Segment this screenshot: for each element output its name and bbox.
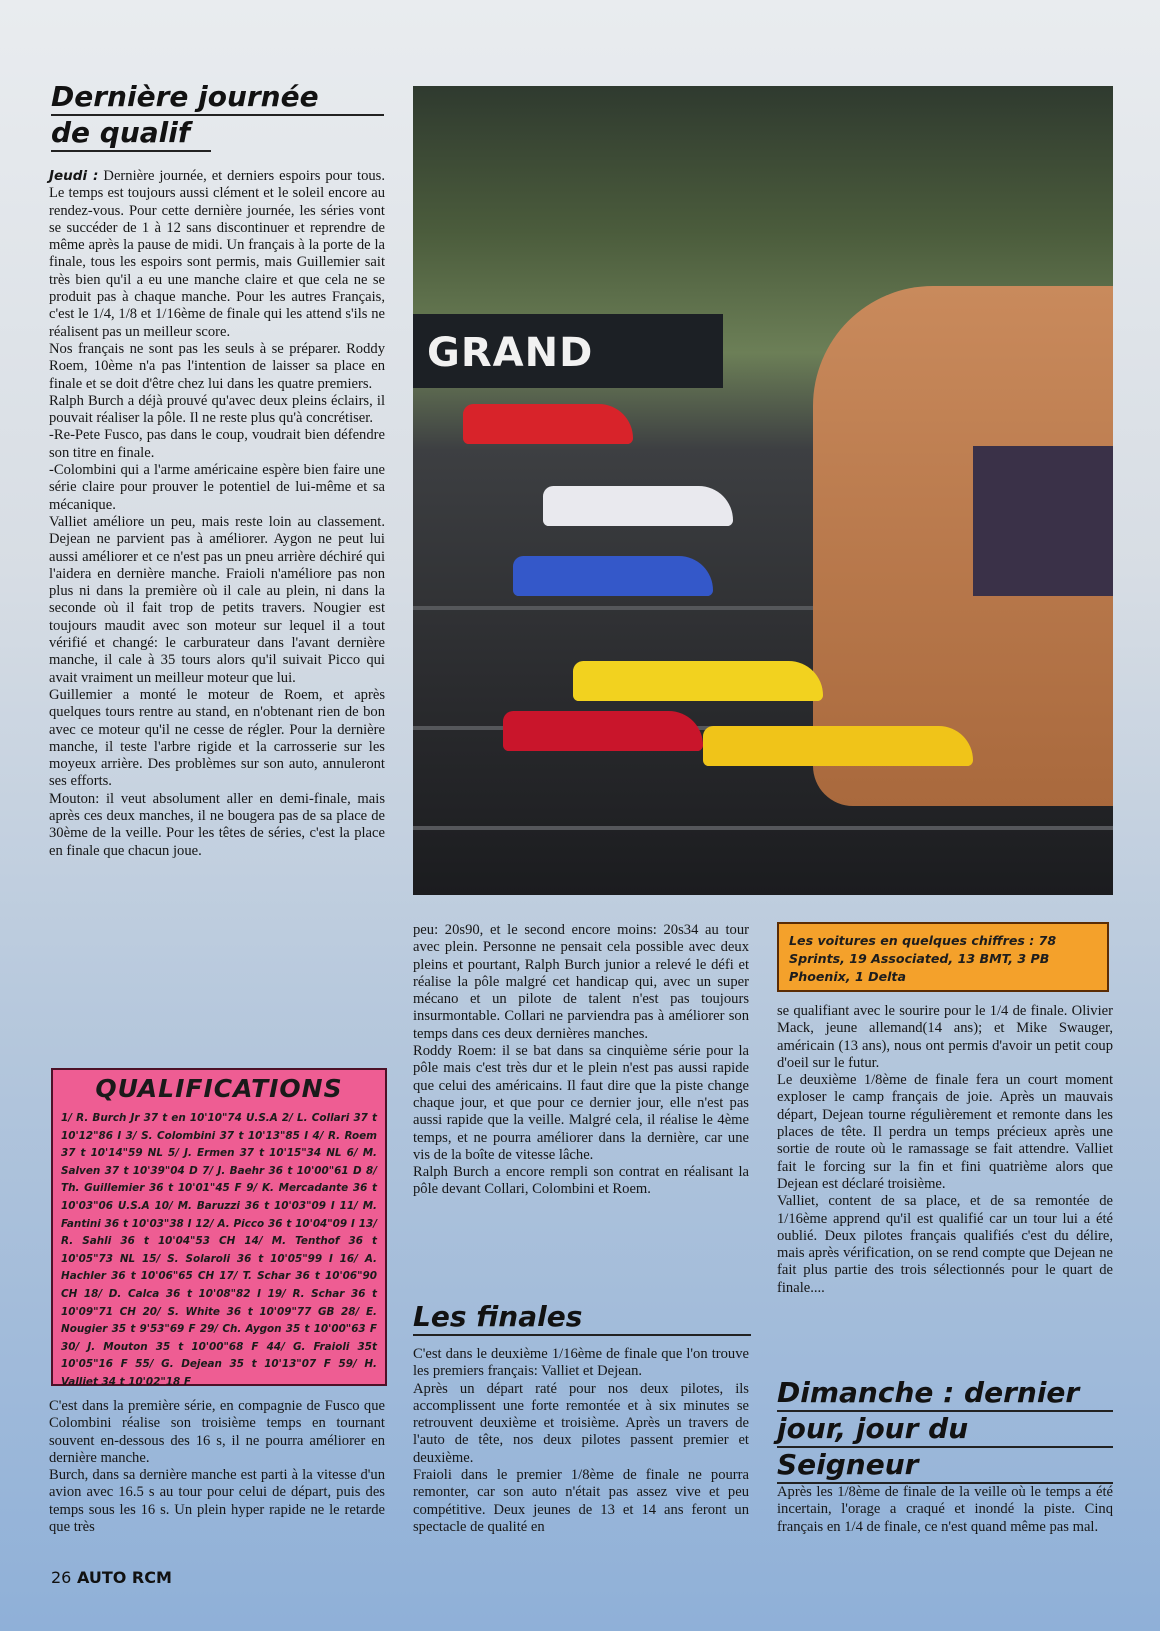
paragraph: Après les 1/8ème de finale de la veille où le temps a été incertain, l'orage a craqué et inondé la piste. Cinq français en 1/4 de finale, ce n'est quand même pas mal. xyxy=(777,1484,1113,1535)
heading-line-3: Seigneur xyxy=(777,1448,1113,1484)
paragraph: Guillemier a monté le moteur de Roem, et après quelques tours rentre au stand, en n'obtenant rien de bon avec ce moteur qu'il ne cesse de régler. Pour la dernière manche, il teste l'arbre rigide et la carrosserie sur les moyeux arrière. Des problèmes sur son auto, annuleront ses efforts. xyxy=(49,686,385,790)
paragraph: C'est dans la première série, en compagnie de Fusco que Colombini réalise son troisième temps en tournant souvent en-dessous des 16 s, il ne pourra améliorer en dernière manche. xyxy=(49,1398,385,1466)
magazine-name: AUTO RCM xyxy=(76,1568,172,1587)
column-1-text xyxy=(49,168,385,860)
rc-car-white xyxy=(543,486,733,526)
column-2-text xyxy=(413,922,749,1199)
page-footer xyxy=(51,1568,172,1587)
grand-banner xyxy=(413,314,723,388)
paragraph: Ralph Burch a encore rempli son contrat en réalisant la pôle devant Collari, Colombini et Roem. xyxy=(413,1164,749,1198)
paragraph: Nos français ne sont pas les seuls à se préparer. Roddy Roem, 10ème n'a pas l'intention de laisser sa place en finale et se doit d'être chez lui dans les quatre premiers. xyxy=(49,340,385,392)
column-3-bottom-text xyxy=(777,1484,1113,1536)
qualifications-box xyxy=(51,1068,387,1386)
rc-car-yellow xyxy=(573,661,823,701)
paragraph: Burch, dans sa dernière manche est parti à la vitesse d'un avion avec 16.5 s au tour pour celui de départ, puis des temps sous les 16 s. Un plein hyper rapide ne le retarde que très xyxy=(49,1467,385,1536)
paragraph: Fraioli dans le premier 1/8ème de finale ne pourra remonter, car son auto n'était pas assez vive et peu compétitive. Deux jeunes de 13 et 14 ans feront un spectacle de qualité en xyxy=(413,1467,749,1535)
paragraph-text: Dernière journée, et derniers espoirs pour tous. Le temps est toujours aussi clément et le soleil encore au rendez-vous. Pour cette dernière journée, les séries vont se succéder de 1 à 12 sans discontinuer et reprendre de même après la pause de midi. Un français à la porte de la finale, tous les espoirs sont permis, mais Guillemier sait très bien qu'il a eu une manche claire et que cela ne se produit pas à chaque manche. Pour les autres Français, c'est le 1/4, 1/8 et 1/16ème de finale qui les attend s'ils ne réalisent pas un meilleur score. xyxy=(49,168,386,340)
track-line xyxy=(413,826,1113,830)
column-1-bottom-text xyxy=(49,1398,385,1536)
paragraph: Après un départ raté pour nos deux pilotes, ils accomplissent une forte remontée et à six minutes se retrouvent deuxième et troisième. Après un travers de l'auto de tête, nos deux pilotes passent premier et deuxième. xyxy=(413,1380,749,1466)
paragraph: Mouton: il veut absolument aller en demi-finale, mais après ces deux manches, il ne bougera pas de sa place de 30ème de la veille. Pour les têtes de séries, c'est la place en finale que chacun joue. xyxy=(49,790,385,859)
qualifications-results: 1/ R. Burch Jr 37 t en 10'10"74 U.S.A 2/ L. Collari 37 t 10'12"86 I 3/ S. Colombini 37 t 10'13"85 I 4/ R. Roem 37 t 10'14"59 NL 5/ J. Ermen 37 t 10'15"34 NL 6/ M. Salven 37 t 10'39"04 D 7/ J. Baehr 36 t 10'00"61 D 8/ Th. Guillemier 36 t 10'01"45 F 9/ K. Mercadante 36 t 10'03"06 U.S.A 10/ M. Baruzzi 36 t 10'03"09 I 11/ M. Fantini 36 t 10'03"38 I 12/ A. Picco 36 t 10'04"09 I 13/ R. Sahli 36 t 10'04"53 CH 14/ M. Tenthof 36 t 10'05"73 NL 15/ S. Solaroli 36 t 10'05"99 I 16/ A. Hachler 36 t 10'06"65 CH 17/ T. Schar 36 t 10'06"90 CH 18/ D. Calca 36 t 10'08"82 I 19/ R. Schar 36 t 10'09"71 CH 20/ S. White 36 t 10'09"77 GB 28/ E. Nougier 35 t 9'53"69 F 29/ Ch. Aygon 35 t 10'00"63 F 30/ J. Mouton 35 t 10'00"68 F 44/ G. Fraioli 35t 10'05"16 F 55/ G. Dejean 35 t 10'13"07 F 59/ H. Valliet 34 t 10'02"18 F xyxy=(61,1112,377,1388)
rc-car-red xyxy=(463,404,633,444)
heading-line-1: Dimanche : dernier xyxy=(777,1376,1113,1412)
paragraph: Valliet, content de sa place, et de sa remontée de 1/16ème apprend qu'il est qualifié car un tour lui a été oublié. Deux pilotes français qualifiés c'est du délire, mais après vérification, on se rend compte que Dejean ne fait plus partie des trois sélectionnés pour le quart de finale.... xyxy=(777,1193,1113,1296)
rc-car-blue xyxy=(513,556,713,596)
lead-in: Jeudi : xyxy=(49,168,99,184)
race-start-photo xyxy=(413,86,1113,895)
paragraph: se qualifiant avec le sourire pour le 1/4 de finale. Olivier Mack, jeune allemand(14 ans); et Mike Swauger, américain (13 ans), nous ont permis d'avoir un petit coup d'oeil sur le futur. xyxy=(777,1003,1113,1071)
section-title-derniere-journee xyxy=(51,80,384,152)
heading-text: Les finales xyxy=(413,1300,751,1336)
page-number: 26 xyxy=(51,1568,72,1587)
paragraph xyxy=(49,168,385,341)
rc-car-yellow-blue xyxy=(703,726,973,766)
paragraph: C'est dans le deuxième 1/16ème de finale que l'on trouve les premiers français: Valliet et Dejean. xyxy=(413,1346,749,1380)
paragraph: Ralph Burch a déjà prouvé qu'avec deux pleins éclairs, il pouvait réaliser la pôle. Il ne reste plus qu'à concrétiser. xyxy=(49,392,385,427)
paragraph: Valliet améliore un peu, mais reste loin au classement. Dejean ne parvient pas à améliorer. Aygon ne peut lui aussi améliorer et ce n'est pas un pneu arrière déchiré qui l'aidera en dernière manche. Fraioli n'améliore pas non plus ni dans la première où il cale au plein, ni dans la seconde où il fait trop de petits travers. Nougier est toujours maudit avec son moteur sur lequel il a tout vérifié et changé: le carburateur dans l'avant dernière manche, il cale à 35 tours alors qu'il suivait Picco qui avait vraiment un meilleur moteur que lui. xyxy=(49,513,385,686)
paragraph: -Colombini qui a l'arme américaine espère bien faire une série claire pour prouver le potentiel de lui-même et sa mécanique. xyxy=(49,462,385,513)
title-line-2: de qualif xyxy=(51,116,211,152)
section-title-les-finales xyxy=(413,1300,751,1336)
infobox-text: Les voitures en quelques chiffres : 78 Sprints, 19 Associated, 13 BMT, 3 PB Phoenix, 1 Delta xyxy=(789,933,1057,984)
qualifications-title: QUALIFICATIONS xyxy=(95,1074,343,1103)
paragraph: Le deuxième 1/8ème de finale fera un court moment exploser le camp français de joie. Après un mauvais départ, Dejean tourne régulièrement et remonte dans les places de tête. Il perdra un temps précieux après une sortie de route où le ramassage se fait attendre. Valliet fait le forcing sur la fin et fini quatrième alors que Dejean est déclaré troisième. xyxy=(777,1072,1113,1192)
rc-car-red-2 xyxy=(503,711,703,751)
cars-figures-box xyxy=(777,922,1109,992)
title-line-1: Dernière journée xyxy=(51,80,384,116)
column-2-bottom-text xyxy=(413,1346,749,1536)
spectator-shorts xyxy=(973,446,1113,596)
heading-line-2: jour, jour du xyxy=(777,1412,1113,1448)
paragraph: -Re-Pete Fusco, pas dans le coup, voudrait bien défendre son titre en finale. xyxy=(49,427,385,461)
paragraph: Roddy Roem: il se bat dans sa cinquième série pour la pôle mais c'est très dur et le plein n'est pas aussi rapide que celui des américains. Il faut dire que la piste change chaque jour, et que pour ce dernier jour, elle n'est pas aussi rapide que la veille. Malgré cela, il réalise le 4ème temps, et ne pourra améliorer dans la dernière, car une vis de la boîte de vitesse lâche. xyxy=(413,1043,749,1163)
banner-text: GRAND xyxy=(427,330,594,376)
column-3-text xyxy=(777,1003,1113,1297)
paragraph: peu: 20s90, et le second encore moins: 20s34 au tour avec plein. Personne ne pensait cela possible avec deux pleins et pourtant, Ralph Burch junior a relevé le défi et réalise la pôle malgré cet handicap qui, avec un super mécano et un pilote de talent n'est pas toujours insurmontable. Collari ne parviendra pas à améliorer son temps dans ces deux dernières manches. xyxy=(413,922,749,1042)
section-title-dimanche xyxy=(777,1376,1113,1484)
